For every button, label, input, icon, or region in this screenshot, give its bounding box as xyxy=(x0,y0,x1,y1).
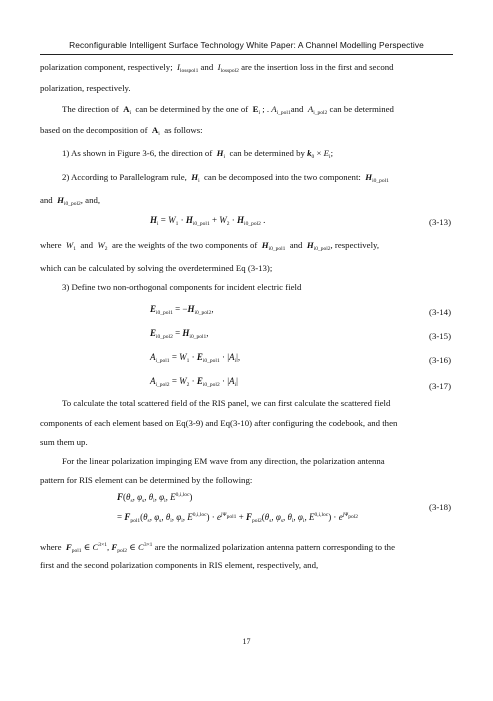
equation-number: (3-17) xyxy=(429,381,451,391)
paragraph-line: To calculate the total scattered field of the RIS panel, we can first calculate the scattered field xyxy=(62,398,391,408)
paragraph-line: 3) Define two non-orthogonal components for incident electric field xyxy=(62,282,302,292)
equation-3-18-line2: = $F_{pol1}(\theta_s$, $\varphi_s$, $\theta_i$, $\varphi_i$, $E^{0,i,loc}) \cdot e^{j\Psi_{pol1}} + F_{pol2}(\theta_s$, $\varphi_s$, $\theta_i$, $\varphi_i$, $E^{0,i,loc}) \cdot e^{j\Psi_{pol2}}$ xyxy=(117,512,359,524)
equation-3-15: $E_{i0\_pol2} = H_{i0\_pol1}$, xyxy=(150,328,209,340)
paragraph-line: The direction of $A_i$ can be determined by the one of $E_i$ ; . $A_{i\_pol1}and$ $A_{i\_pol2}$ can be determined xyxy=(62,104,394,116)
paragraph-line: 1) As shown in Figure 3-6, the direction of $H_i$ can be determined by $k_0 \times E_i$; xyxy=(62,148,334,160)
paragraph-line: components of each element based on Eq(3-9) and Eq(3-10) after configuring the codebook, and then xyxy=(40,418,398,428)
equation-3-14: $E_{i0\_pol1} = -H_{i0\_pol2}$, xyxy=(150,304,214,316)
page-number: 17 xyxy=(242,637,251,646)
equation-3-17: $A_{i\_pol2} = W_2 \cdot E_{i0\_pol2} \cdot |A_i|$ xyxy=(150,376,238,388)
paragraph-line: which can be calculated by solving the overdetermined Eq (3-13); xyxy=(40,263,273,273)
paragraph-line: and $H_{i0\_pol2}$, and, xyxy=(40,195,101,207)
equation-number: (3-15) xyxy=(429,331,451,341)
equation-3-18-line1: $F(\theta_s$, $\varphi_s$, $\theta_i$, $\varphi_i$, $E^{0,i,loc}$) xyxy=(117,492,193,504)
equation-number: (3-14) xyxy=(429,307,451,317)
paragraph-line: where $F_{pol1}$ ∈ $C^{3\times 1}$, $F_{pol2}$ ∈ $C^{3\times 1}$ are the normalized polarization antenna pattern corresponding to the xyxy=(40,542,395,554)
equation-number: (3-13) xyxy=(429,217,451,227)
equation-number: (3-18) xyxy=(429,502,451,512)
header-rule xyxy=(40,54,453,55)
paragraph-line: first and the second polarization components in RIS element, respectively, and, xyxy=(40,560,319,570)
equation-number: (3-16) xyxy=(429,355,451,365)
paragraph-line: based on the decomposition of $A_i$ as follows: xyxy=(40,125,203,137)
paragraph-line: polarization component, respectively; $I_{losspol1}$ and $I_{losspol2}$ are the insertion loss in the first and second xyxy=(40,62,394,74)
paragraph-line: pattern for RIS element can be determined by the following: xyxy=(40,475,253,485)
equation-3-13: $H_i = W_1 \cdot H_{i0\_pol1} + W_2 \cdot H_{i0\_pol2}$ . xyxy=(150,215,266,227)
paragraph-line: 2) According to Parallelogram rule, $H_i$ can be decomposed into the two component: $H_{i0\_pol1}$ xyxy=(62,172,389,184)
paragraph-line: where $W_1$ and $W_2$ are the weights of the two components of $H_{i0\_pol1}$ and $H_{i0\_pol2}$, respectively, xyxy=(40,240,380,252)
paragraph-line: For the linear polarization impinging EM wave from any direction, the polarization antenna xyxy=(62,456,385,466)
equation-3-16: $A_{i\_pol1} = W_1 \cdot E_{i0\_pol1} \cdot |A_i|$, xyxy=(150,352,241,364)
running-header: Reconfigurable Intelligent Surface Technology White Paper: A Channel Modelling Perspective xyxy=(69,40,424,50)
paragraph-line: polarization, respectively. xyxy=(40,83,131,93)
paragraph-line: sum them up. xyxy=(40,437,88,447)
